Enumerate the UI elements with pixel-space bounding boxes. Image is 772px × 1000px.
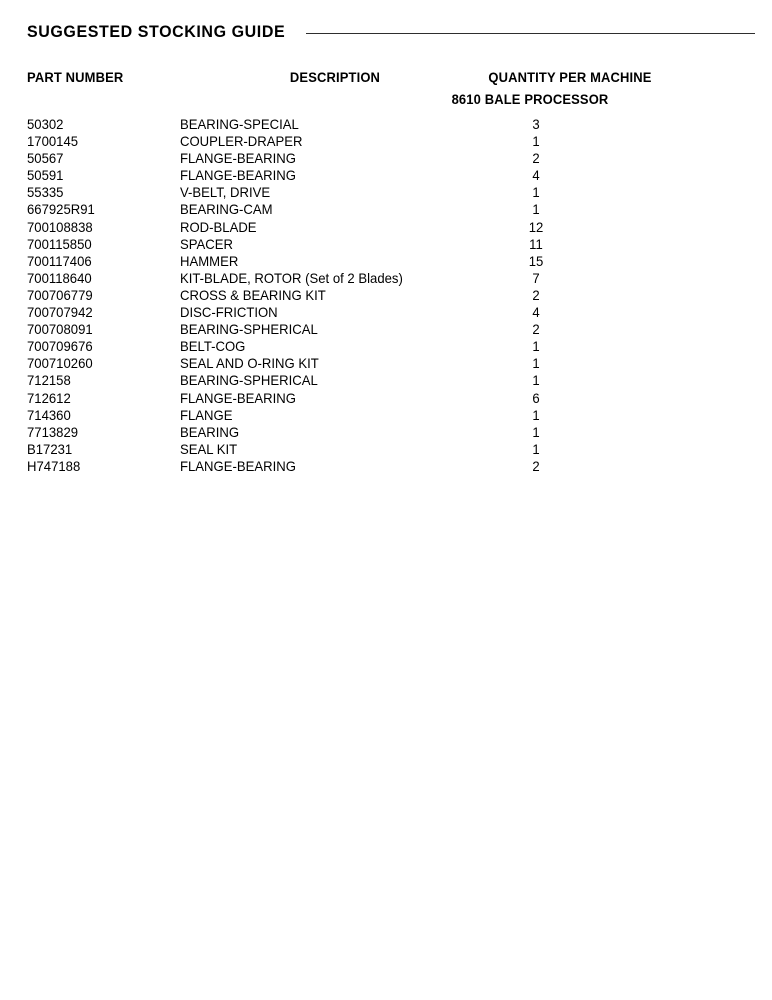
cell-description: BEARING-SPHERICAL [180, 373, 318, 389]
cell-description: CROSS & BEARING KIT [180, 287, 326, 303]
cell-quantity: 7 [532, 270, 540, 286]
cell-description: V-BELT, DRIVE [180, 185, 271, 201]
title-row [27, 20, 757, 44]
cell-description: ROD-BLADE [180, 219, 257, 235]
table-row [0, 390, 772, 407]
cell-quantity: 12 [528, 219, 544, 235]
cell-description: BELT-COG [180, 339, 246, 355]
column-header-part-number: PART NUMBER [27, 70, 124, 85]
cell-quantity: 2 [532, 458, 540, 474]
cell-quantity: 1 [532, 373, 540, 389]
cell-part-number: 50567 [27, 151, 64, 167]
cell-part-number: H747188 [27, 458, 81, 474]
cell-part-number: 700710260 [27, 356, 93, 372]
cell-quantity: 1 [532, 185, 540, 201]
table-row [0, 116, 772, 133]
column-header-description: DESCRIPTION [289, 70, 381, 85]
cell-quantity: 2 [532, 322, 540, 338]
cell-quantity: 1 [532, 339, 540, 355]
cell-description: BEARING [180, 424, 240, 440]
table-row [0, 184, 772, 201]
table-row [0, 270, 772, 287]
cell-part-number: 55335 [27, 185, 64, 201]
cell-description: FLANGE-BEARING [180, 151, 296, 167]
table-row [0, 458, 772, 475]
cell-description: BEARING-SPECIAL [180, 117, 299, 132]
cell-part-number: 700117406 [27, 253, 92, 269]
cell-description: SEAL AND O-RING KIT [180, 356, 319, 372]
cell-part-number: 714360 [27, 407, 71, 423]
table-row [0, 321, 772, 338]
cell-part-number: 1700145 [27, 134, 79, 150]
table-row [0, 304, 772, 321]
table-row [0, 201, 772, 218]
cell-quantity: 2 [532, 151, 540, 167]
cell-quantity: 1 [532, 134, 540, 150]
table-row [0, 407, 772, 424]
cell-quantity: 3 [532, 117, 540, 132]
cell-quantity: 11 [529, 236, 543, 252]
table-row [0, 441, 772, 458]
cell-quantity: 1 [532, 356, 540, 372]
cell-description: HAMMER [180, 253, 239, 269]
title-divider-rule [306, 33, 755, 34]
cell-part-number: 700706779 [27, 287, 93, 303]
cell-part-number: 700115850 [27, 236, 92, 252]
cell-description: SEAL KIT [180, 441, 238, 457]
page-title: SUGGESTED STOCKING GUIDE [27, 23, 286, 41]
cell-description: DISC-FRICTION [180, 305, 278, 321]
table-row [0, 150, 772, 167]
table-row [0, 219, 772, 236]
cell-quantity: 4 [532, 305, 540, 321]
cell-quantity: 4 [532, 168, 540, 184]
cell-description: FLANGE-BEARING [180, 458, 296, 474]
table-row [0, 355, 772, 372]
cell-description: SPACER [180, 236, 233, 252]
cell-description: COUPLER-DRAPER [180, 134, 303, 150]
cell-part-number: 50591 [27, 168, 64, 184]
cell-part-number: 700709676 [27, 339, 93, 355]
cell-part-number: 700118640 [27, 270, 92, 286]
cell-quantity: 1 [532, 202, 540, 218]
cell-part-number: 667925R91 [27, 202, 95, 218]
table-header [0, 70, 772, 116]
cell-description: FLANGE-BEARING [180, 390, 296, 406]
table-row [0, 338, 772, 355]
cell-description: BEARING-SPHERICAL [180, 322, 318, 338]
cell-part-number: 50302 [27, 117, 64, 132]
cell-quantity: 1 [532, 424, 540, 440]
cell-part-number: 700708091 [27, 322, 93, 338]
table-row [0, 167, 772, 184]
table-row [0, 287, 772, 304]
cell-part-number: B17231 [27, 441, 73, 457]
table-row [0, 133, 772, 150]
table-row [0, 372, 772, 389]
column-header-quantity-subtitle: 8610 BALE PROCESSOR [451, 92, 609, 107]
cell-description: FLANGE [180, 407, 233, 423]
table-body [0, 116, 772, 475]
table-row [0, 424, 772, 441]
column-header-quantity-per-machine: QUANTITY PER MACHINE [488, 70, 652, 85]
cell-part-number: 700707942 [27, 305, 93, 321]
cell-quantity: 1 [532, 407, 540, 423]
cell-description: KIT-BLADE, ROTOR (Set of 2 Blades) [180, 270, 403, 286]
cell-description: FLANGE-BEARING [180, 168, 296, 184]
cell-part-number: 700108838 [27, 219, 93, 235]
cell-quantity: 6 [532, 390, 540, 406]
cell-part-number: 712612 [27, 390, 71, 406]
table-row [0, 236, 772, 253]
table-row [0, 253, 772, 270]
cell-part-number: 7713829 [27, 424, 79, 440]
cell-quantity: 15 [528, 253, 544, 269]
cell-quantity: 2 [532, 287, 540, 303]
cell-description: BEARING-CAM [180, 202, 273, 218]
cell-quantity: 1 [532, 441, 540, 457]
cell-part-number: 712158 [27, 373, 71, 389]
